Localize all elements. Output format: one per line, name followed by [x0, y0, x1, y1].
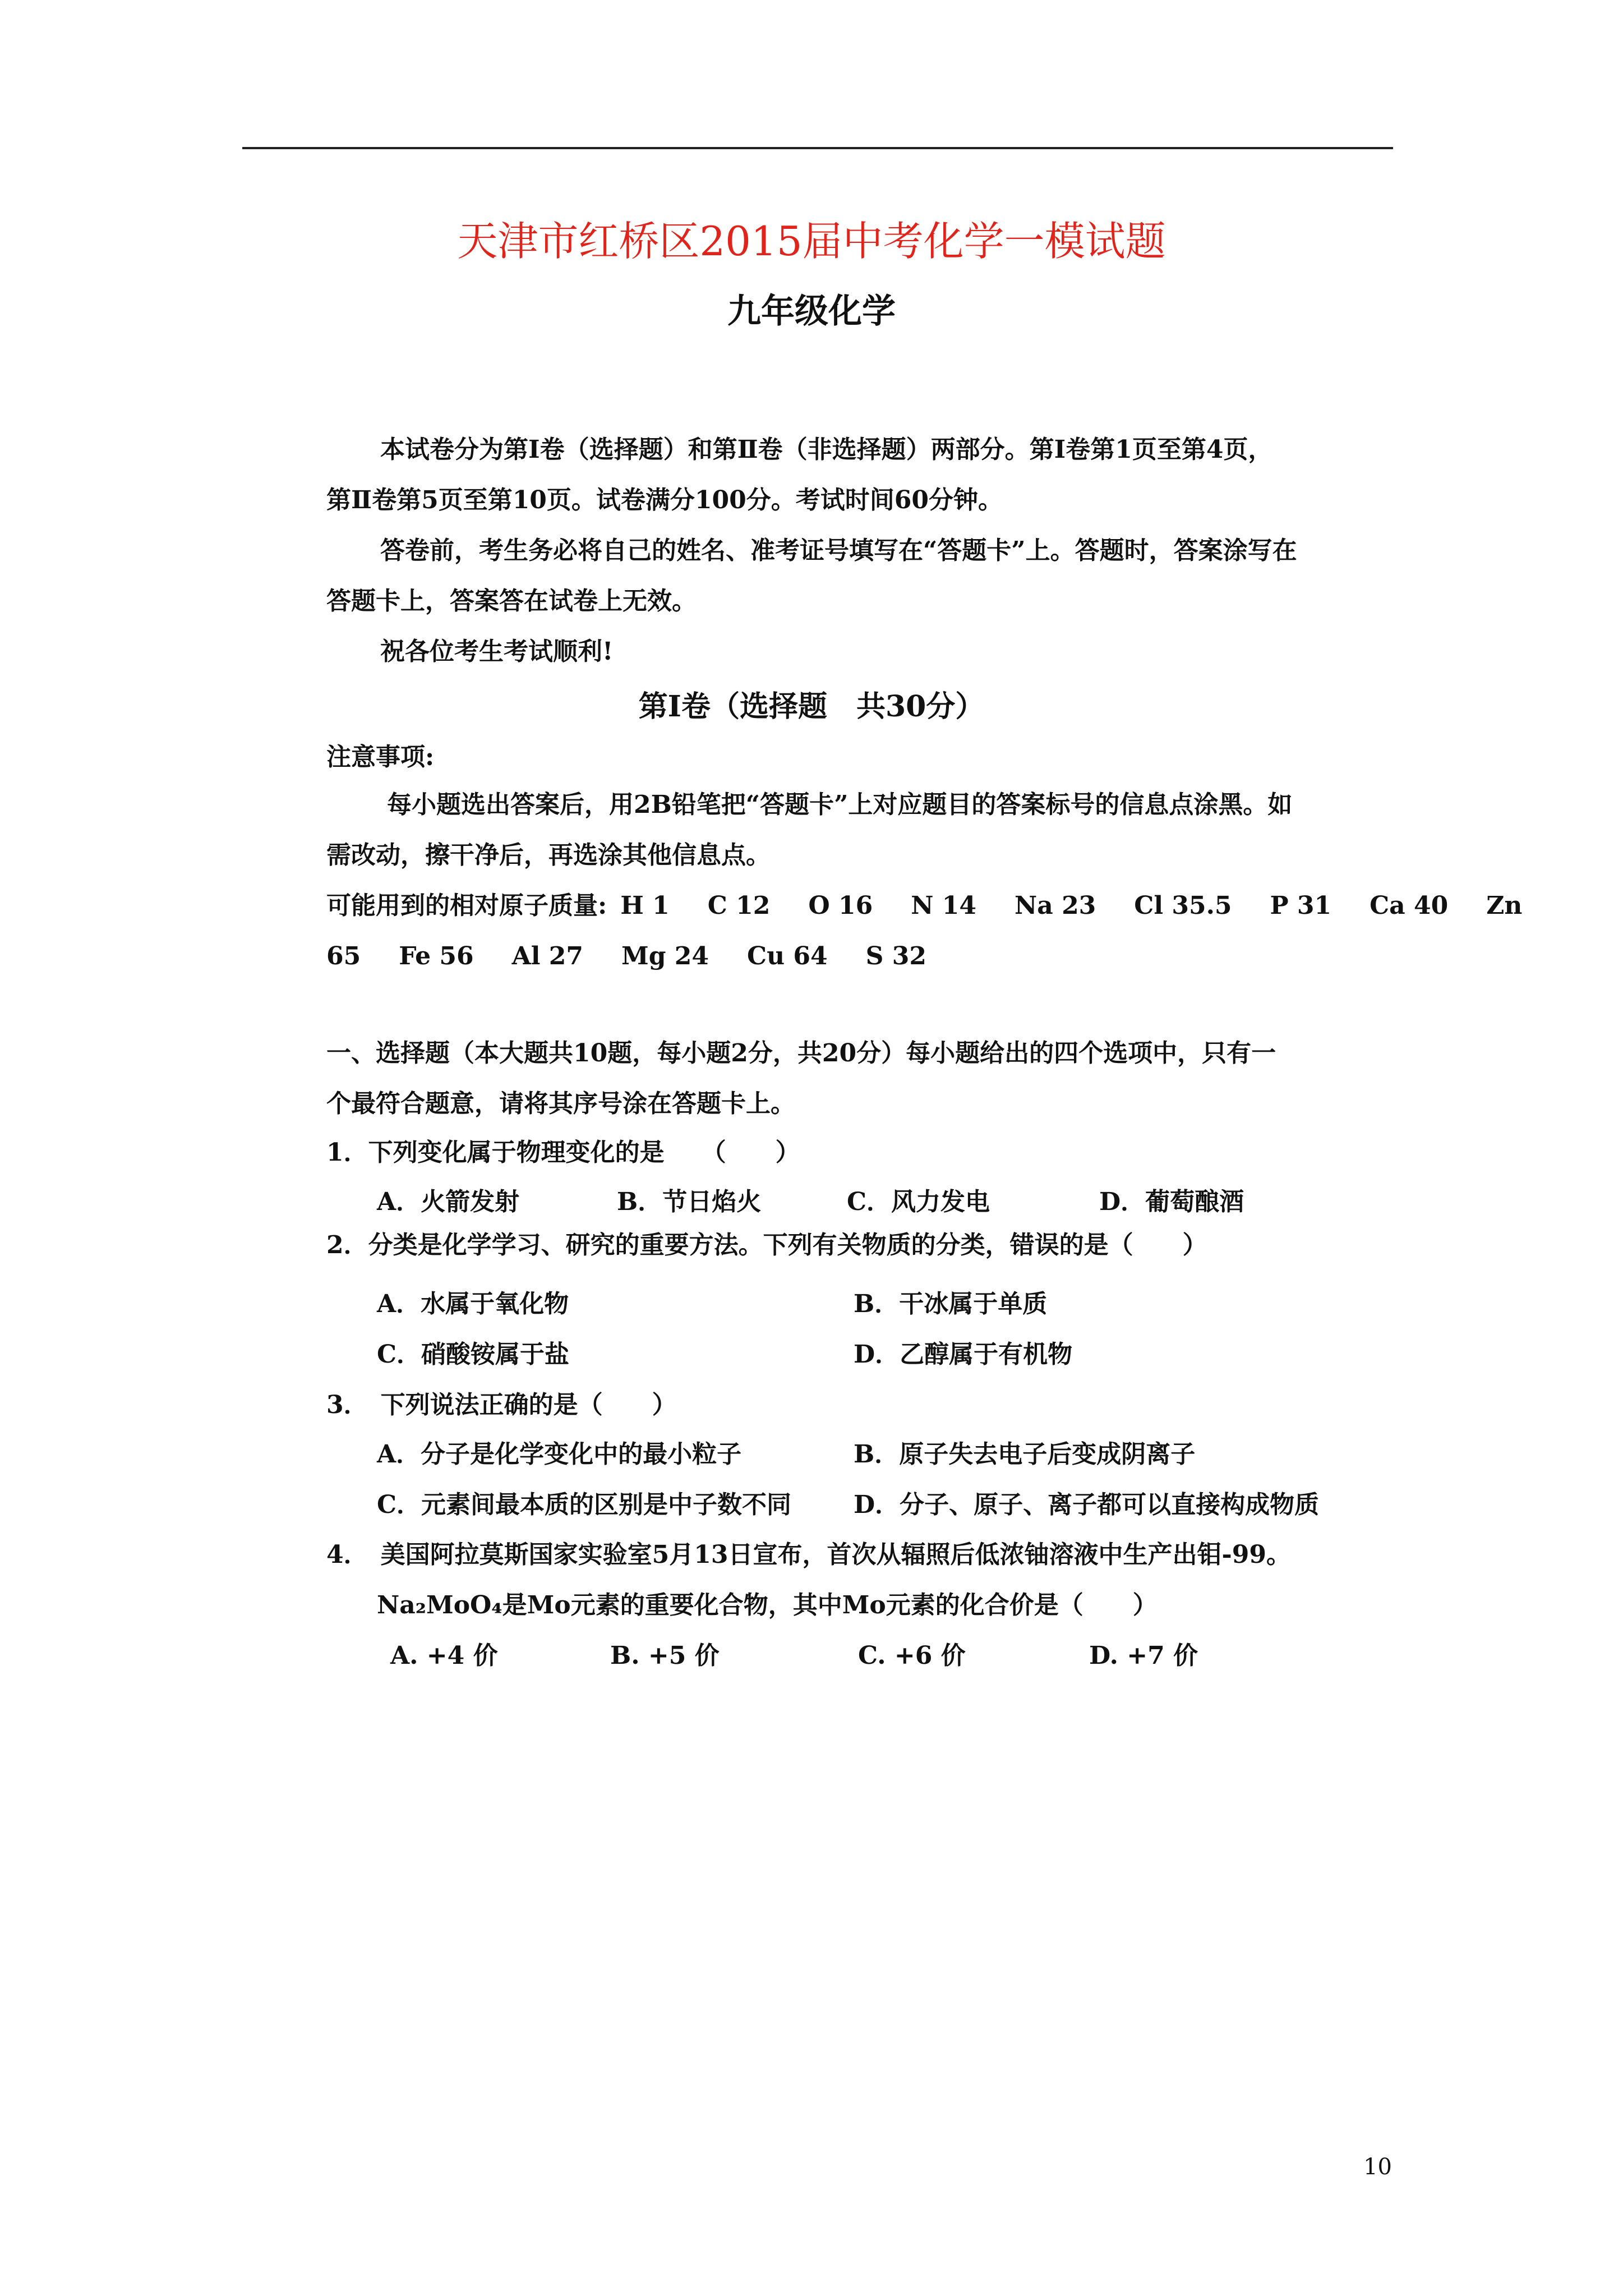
atomic-mass-item: S 32 [865, 942, 926, 970]
part1-instructions-line-2: 个最符合题意，请将其序号涂在答题卡上。 [326, 1089, 795, 1118]
atomic-mass-item: Cl 35.5 [1134, 891, 1232, 920]
section-heading: 第Ⅰ卷（选择题 共30分） [638, 689, 985, 724]
atomic-mass-item: H 1 [620, 891, 670, 920]
question-2-option-d: D．乙醇属于有机物 [854, 1340, 1073, 1369]
atomic-mass-item: Na 23 [1015, 891, 1096, 920]
question-4-stem-line-2: Na₂MoO₄是Mo元素的重要化合物，其中Mo元素的化合价是（ ） [377, 1591, 1158, 1619]
part1-instructions-line-1: 一、选择题（本大题共10题，每小题2分，共20分）每小题给出的四个选项中，只有一 [326, 1039, 1276, 1068]
exam-subtitle: 九年级化学 [727, 292, 896, 331]
intro-line-2: 第Ⅱ卷第5页至第10页。试卷满分100分。考试时间60分钟。 [326, 486, 1003, 514]
atomic-mass-item: Zn [1486, 891, 1523, 920]
atomic-mass-item: P 31 [1270, 891, 1332, 920]
atomic-mass-label: 可能用到的相对原子质量: [326, 891, 607, 920]
question-3-option-d: D．分子、原子、离子都可以直接构成物质 [854, 1490, 1320, 1519]
question-2-option-b: B．干冰属于单质 [854, 1290, 1048, 1318]
header-rule [242, 147, 1393, 149]
question-1-option-d: D．葡萄酿酒 [1099, 1188, 1244, 1216]
question-1-stem: 1．下列变化属于物理变化的是 （ ） [326, 1138, 800, 1167]
question-1-option-c: C．风力发电 [847, 1188, 990, 1216]
intro-line-3: 答卷前，考生务必将自己的姓名、准考证号填写在“答题卡”上。答题时，答案涂写在 [380, 536, 1297, 565]
atomic-mass-item: N 14 [911, 891, 977, 920]
atomic-mass-item: O 16 [808, 891, 873, 920]
question-3-option-c: C．元素间最本质的区别是中子数不同 [377, 1490, 792, 1519]
exam-title: 天津市红桥区2015届中考化学一模试题 [457, 218, 1166, 265]
atomic-mass-item: Ca 40 [1370, 891, 1449, 920]
question-4-stem: 4． 美国阿拉莫斯国家实验室5月13日宣布，首次从辐照后低浓铀溶液中生产出钼-99。 [326, 1540, 1291, 1569]
atomic-mass-item: Fe 56 [399, 942, 474, 970]
atomic-mass-item: C 12 [707, 891, 771, 920]
intro-line-4: 答题卡上，答案答在试卷上无效。 [326, 587, 697, 615]
question-2-option-a: A．水属于氧化物 [377, 1290, 569, 1318]
atomic-mass-row-2 [326, 940, 965, 973]
notice-line-1: 每小题选出答案后，用2B铅笔把“答题卡”上对应题目的答案标号的信息点涂黑。如 [387, 790, 1293, 819]
intro-line-1: 本试卷分为第Ⅰ卷（选择题）和第Ⅱ卷（非选择题）两部分。第Ⅰ卷第1页至第4页， [380, 435, 1273, 464]
question-4-option-d: D. +7 价 [1089, 1641, 1198, 1670]
question-4-option-b: B. +5 价 [610, 1641, 720, 1670]
atomic-mass-item: Cu 64 [747, 942, 828, 970]
page-number: 10 [1363, 2154, 1392, 2180]
notice-heading: 注意事项: [326, 743, 435, 771]
notice-line-2: 需改动，擦干净后，再选涂其他信息点。 [326, 841, 771, 869]
question-1-option-a: A．火箭发射 [377, 1188, 520, 1216]
question-1-option-b: B．节日焰火 [617, 1188, 762, 1216]
question-3-option-b: B．原子失去电子后变成阴离子 [854, 1440, 1196, 1469]
atomic-mass-item: Al 27 [511, 942, 584, 970]
question-4-option-c: C. +6 价 [858, 1641, 966, 1670]
atomic-mass-row-1 [326, 889, 1522, 923]
question-2-stem: 2．分类是化学学习、研究的重要方法。下列有关物质的分类，错误的是（ ） [326, 1231, 1207, 1259]
atomic-mass-item: Mg 24 [621, 942, 709, 970]
question-3-option-a: A．分子是化学变化中的最小粒子 [377, 1440, 742, 1469]
atomic-mass-item: 65 [326, 942, 361, 970]
question-2-option-c: C．硝酸铵属于盐 [377, 1340, 570, 1369]
question-4-option-a: A. +4 价 [390, 1641, 498, 1670]
intro-line-5: 祝各位考生考试顺利! [380, 637, 614, 666]
question-3-stem: 3． 下列说法正确的是（ ） [326, 1391, 677, 1419]
